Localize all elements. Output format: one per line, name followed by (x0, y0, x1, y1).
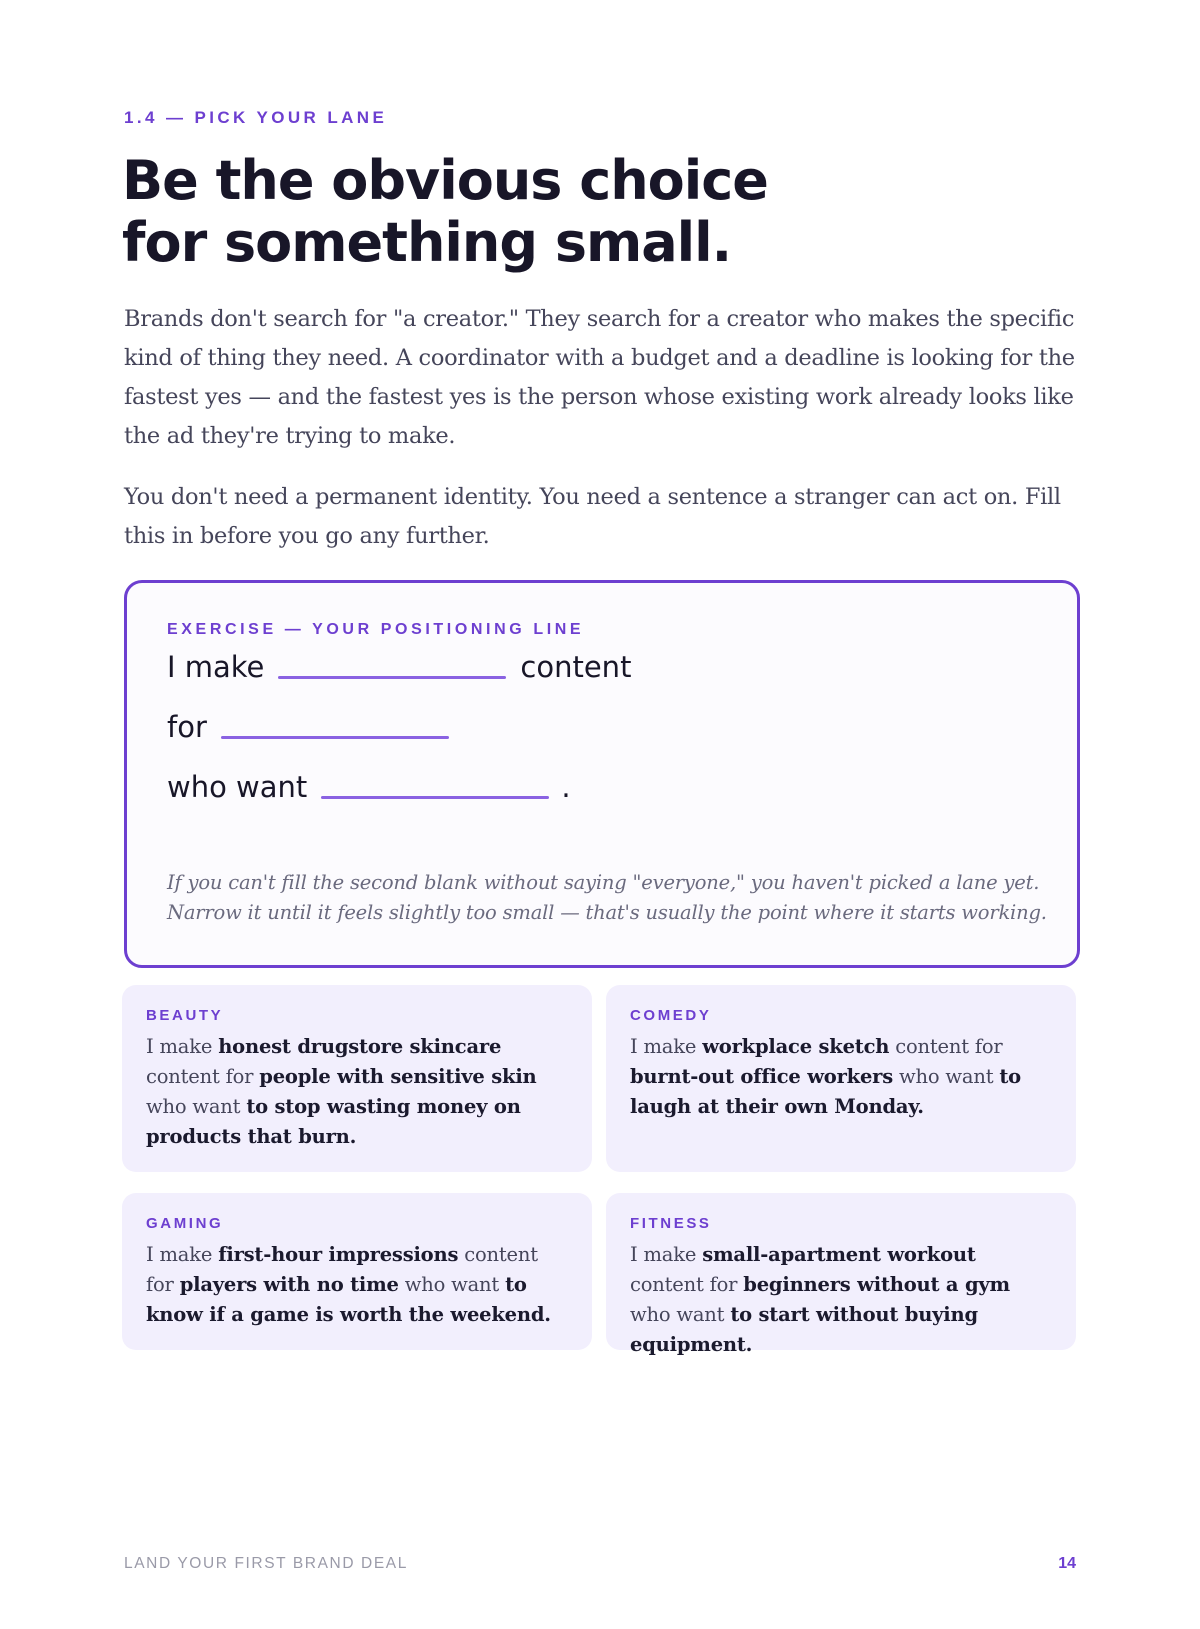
page-title (122, 150, 1022, 274)
example-text: I make (630, 1243, 703, 1266)
footer-title: LAND YOUR FIRST BRAND DEAL (124, 1555, 408, 1572)
exercise-note-line-1: If you can't fill the second blank without saying "everyone," you haven't picked a lane yet. (167, 871, 1040, 894)
example-card-label: BEAUTY (146, 1007, 224, 1024)
intro-paragraph-2: You don't need a permanent identity. You need a sentence a stranger can act on. Fill this in before you go any further. (124, 484, 1061, 549)
example-card-text (630, 1032, 1052, 1122)
fill-line-2 (167, 707, 463, 747)
example-text: who want (630, 1303, 731, 1326)
example-text: I make (630, 1035, 703, 1058)
example-card-text (146, 1032, 568, 1152)
example-card-fitness (606, 1193, 1076, 1356)
example-emphasis: small-apartment workout (702, 1243, 976, 1266)
example-text: who want (893, 1065, 1000, 1088)
example-card-label: COMEDY (630, 1007, 712, 1024)
intro-text (124, 300, 1084, 578)
example-text: content for (146, 1065, 260, 1088)
page-number: 14 (1058, 1555, 1076, 1572)
example-card-comedy (606, 985, 1076, 1172)
fill-line-3-period: . (561, 770, 571, 804)
example-emphasis: to laugh at their own Monday. (630, 1065, 1021, 1118)
blank-audience[interactable] (221, 736, 449, 739)
example-card-text (630, 1240, 1052, 1360)
example-text: I make (146, 1243, 219, 1266)
exercise-box (124, 580, 1080, 968)
example-emphasis: people with sensitive skin (259, 1065, 537, 1088)
exercise-note (167, 868, 1047, 928)
example-emphasis: to know if a game is worth the weekend. (146, 1273, 551, 1326)
fill-line-1-suffix: content (520, 650, 632, 684)
example-text: content for (630, 1273, 744, 1296)
example-emphasis: to start without buying equipment. (630, 1303, 978, 1356)
intro-paragraph-1: Brands don't search for "a creator." They search for a creator who makes the specific kind of thing they need. A coordinator with a budget and a deadline is looking for the fastest yes — and the fastest yes is the person whose existing work already looks like the ad they're trying to make. (124, 306, 1075, 449)
example-card-gaming (122, 1193, 592, 1350)
example-emphasis: workplace sketch (702, 1035, 890, 1058)
example-card-label: FITNESS (630, 1215, 712, 1232)
fill-line-1 (167, 647, 631, 687)
page-title-line-1: Be the obvious choice (122, 149, 768, 212)
blank-content-type[interactable] (278, 676, 506, 679)
fill-line-1-prefix: I make (167, 650, 265, 684)
section-eyebrow: 1.4 — PICK YOUR LANE (124, 108, 388, 127)
example-card-beauty (122, 985, 592, 1172)
blank-outcome[interactable] (321, 796, 549, 799)
example-emphasis: players with no time (179, 1273, 399, 1296)
example-text: content for (889, 1035, 1003, 1058)
example-card-label: GAMING (146, 1215, 224, 1232)
example-text: who want (398, 1273, 506, 1296)
example-text: content for (146, 1243, 538, 1296)
fill-line-2-prefix: for (167, 710, 207, 744)
exercise-note-line-2: Narrow it until it feels slightly too small — that's usually the point where it starts working. (167, 901, 1047, 924)
fill-line-3-prefix: who want (167, 770, 308, 804)
example-text: I make (146, 1035, 219, 1058)
example-text: who want (146, 1095, 247, 1118)
example-emphasis: beginners without a gym (743, 1273, 1010, 1296)
exercise-label: EXERCISE — YOUR POSITIONING LINE (167, 621, 585, 638)
example-emphasis: burnt-out office workers (630, 1065, 894, 1088)
example-emphasis: honest drugstore skincare (218, 1035, 502, 1058)
example-emphasis: first-hour impressions (218, 1243, 459, 1266)
example-emphasis: to stop wasting money on products that burn. (146, 1095, 521, 1148)
example-card-text (146, 1240, 568, 1330)
page-title-line-2: for something small. (122, 211, 732, 274)
fill-line-3 (167, 767, 571, 807)
